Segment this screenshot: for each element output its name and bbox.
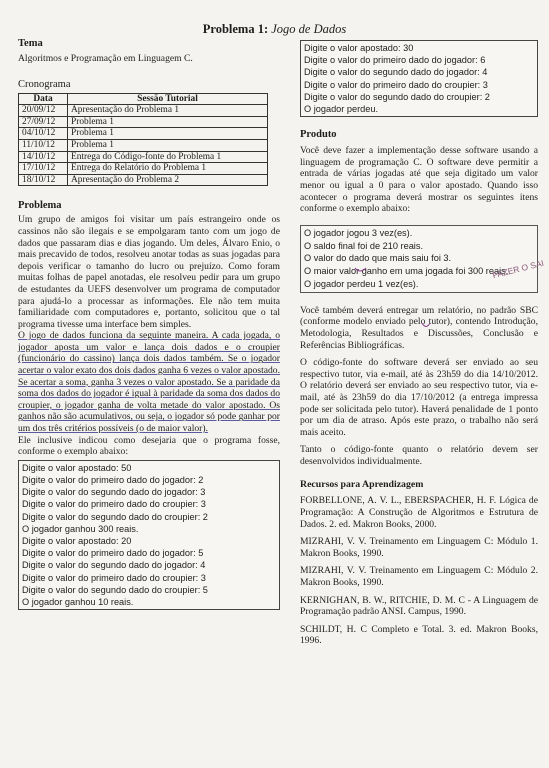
cell-session: Problema 1: [68, 139, 268, 151]
table-row: [19, 116, 268, 128]
reference-item: MIZRAHI, V. V. Treinamento em Linguagem C: Módulo 2. Makron Books, 1990.: [300, 565, 538, 589]
output-line: Digite o valor do primeiro dado do croupier: 3: [22, 572, 206, 583]
output-line: Digite o valor apostado: 30: [304, 43, 414, 53]
output-line: Digite o valor apostado: 20: [22, 536, 132, 547]
tema-text: Algoritmos e Programação em Linguagem C.: [18, 53, 193, 64]
title-main: Problema 1:: [202, 22, 269, 36]
cronograma-table: [18, 93, 268, 187]
references-list: [300, 495, 538, 647]
cell-date: 27/09/12: [19, 116, 68, 128]
problema-paragraph-1: Um grupo de amigos foi visitar um país estrangeiro onde os cassinos não são ilegais e se empolgaram tanto com um jogo de dados que passaram dias e dias jogando. Um deles, Álvaro Enio, o mais precavido de todos, resolveu anotar todas as suas jogadas para depois verificar o tamanho do lucro ou prejuízo. Como foram muitas folhas de papel anotadas, ele resolveu pedir para um grupo de estudantes da UEFS desenvolver um programa de computador para ajudá-lo a processar as informações. Ele não tem muita familiaridade com computadores e, portanto, solicitou que o tal programa tivesse uma interface bem simples.: [18, 214, 280, 330]
col-header-sessao: Sessão Tutorial: [68, 93, 268, 105]
reference-item: FORBELLONE, A. V. L., EBERSPACHER, H. F. Lógica de Programação: A Construção de Algoritmos e Estrutura de Dados. 2. ed. Makron Books, 2000.: [300, 495, 538, 530]
output-line: O saldo final foi de 210 reais.: [304, 240, 423, 251]
example-output-right: [300, 40, 538, 117]
output-line: Digite o valor do primeiro dado do jogador: 5: [22, 548, 204, 559]
cell-date: 04/10/12: [19, 128, 68, 140]
produto-paragraph-2: Você também deverá entregar um relatório, no padrão SBC (conforme modelo enviado pelo tutor), contendo Introdução, Metodologia, Resultados e Discussões, Conclusão e Referências Bibliográficas.: [300, 304, 538, 351]
output-line: Digite o valor do segundo dado do croupier: 5: [22, 584, 208, 595]
table-row: [19, 128, 268, 140]
output-line: O valor do dado que mais saiu foi 3.: [304, 253, 452, 264]
cell-date: 17/10/12: [19, 163, 68, 175]
cell-date: 11/10/12: [19, 139, 68, 151]
cell-session: Entrega do Código-fonte do Problema 1: [68, 151, 268, 163]
page-title: [0, 22, 549, 37]
cell-session: Problema 1: [68, 128, 268, 140]
cronograma-heading: Cronograma: [18, 78, 71, 90]
output-line: Digite o valor do primeiro dado do croupier: 3: [304, 79, 488, 90]
summary-output-box: [300, 225, 538, 293]
output-line: Digite o valor do segundo dado do jogador: 4: [304, 67, 488, 78]
output-line: Digite o valor do primeiro dado do jogador: 2: [22, 475, 204, 486]
problema-heading: Problema: [18, 200, 62, 212]
cell-session: Apresentação do Problema 1: [68, 105, 268, 117]
recursos-heading: Recursos para Aprendizagem: [300, 479, 424, 491]
output-line: O jogador ganhou 10 reais.: [22, 597, 134, 608]
problema-paragraph-3: Ele inclusive indicou como desejaria que o programa fosse, conforme o exemplo abaixo:: [18, 434, 280, 458]
output-line: O jogador perdeu.: [304, 104, 379, 115]
table-header-row: [19, 93, 268, 105]
reference-item: SCHILDT, H. C Completo e Total. 3. ed. Makron Books, 1996.: [300, 623, 538, 647]
cell-date: 18/10/12: [19, 174, 68, 186]
problema-paragraph-2: O jogo de dados funciona da seguinte maneira. A cada jogada, o jogador aposta um valor e lança dois dados e o croupier (funcionário do cassino) lança dois dados também. Se o jogador acertar o valor exato dos dois dados ganha 6 vezes o valor apostado. Se acertar a soma, ganha 3 vezes o valor apostado. Se a paridade da soma dos dados do jogador é igual à paridade da soma dos dados do croupier, o jogador ganha de volta metade do valor apostado. Os ganhos não são acumulativos, ou seja, o jogador só pode ganhar por um dos três critérios possíveis (o de maior valor).: [18, 330, 280, 435]
output-line: Digite o valor do segundo dado do croupier: 2: [22, 511, 208, 522]
tema-heading: Tema: [18, 38, 43, 49]
output-line: Digite o valor do segundo dado do jogador: 3: [22, 487, 206, 498]
output-line: Digite o valor apostado: 50: [22, 462, 132, 473]
cronograma-body: [19, 105, 268, 186]
table-row: [19, 163, 268, 175]
cell-session: Entrega do Relatório do Problema 1: [68, 163, 268, 175]
reference-item: KERNIGHAN, B. W., RITCHIE, D. M. C - A Linguagem de Programação padrão ANSI. Campus, 1990.: [300, 594, 538, 618]
cell-date: 14/10/12: [19, 151, 68, 163]
output-line: O maior valor ganho em uma jogada foi 300 reais.: [304, 266, 509, 277]
output-line: Digite o valor do primeiro dado do jogador: 6: [304, 55, 486, 66]
title-italic: Jogo de Dados: [271, 22, 347, 36]
output-line: Digite o valor do segundo dado do jogador: 4: [22, 560, 206, 571]
col-header-data: Data: [19, 93, 68, 105]
cell-date: 20/09/12: [19, 105, 68, 117]
example-output-left: [18, 460, 280, 610]
right-column: [300, 40, 538, 653]
produto-heading: Produto: [300, 129, 337, 141]
output-line: O jogador perdeu 1 vez(es).: [304, 278, 419, 289]
output-line: Digite o valor do segundo dado do croupier: 2: [304, 91, 490, 102]
cell-session: Apresentação do Problema 2: [68, 174, 268, 186]
reference-item: MIZRAHI, V. V. Treinamento em Linguagem C: Módulo 1. Makron Books, 1990.: [300, 536, 538, 559]
produto-paragraph-1: Você deve fazer a implementação desse software usando a linguagem de programação C. O software deve permitir a entrada de várias jogadas até que seja digitado um valor menor ou igual a 0 para o valor apostado. Quando isso acontecer o programa deverá mostrar os seguintes itens conforme o exemplo abaixo:: [300, 145, 538, 215]
table-row: [19, 105, 268, 117]
table-row: [19, 174, 268, 186]
table-row: [19, 151, 268, 163]
output-line: O jogador ganhou 300 reais.: [22, 523, 139, 534]
produto-paragraph-3: O código-fonte do software deverá ser enviado ao seu respectivo tutor, via e-mail, até às 23h59 do dia 14/10/2012. O relatório deverá ser enviado ao seu respectivo tutor, via e-mail, até às 23h59 do dia 17/10/2012 (a entrega impressa pode ser solicitada pelo tutor). Haverá penalidade de 1 ponto por um dia de atraso. Após este prazo, o trabalho não será mais aceito.: [300, 357, 538, 438]
cell-session: Problema 1: [68, 116, 268, 128]
left-column: [18, 38, 280, 610]
handwritten-margin-note: FAZER O SAI: [491, 257, 545, 281]
output-line: Digite o valor do primeiro dado do croupier: 3: [22, 499, 206, 510]
produto-paragraph-4: Tanto o código-fonte quanto o relatório devem ser desenvolvidos individualmente.: [300, 444, 538, 467]
table-row: [19, 139, 268, 151]
output-line: O jogador jogou 3 vez(es).: [304, 227, 413, 238]
